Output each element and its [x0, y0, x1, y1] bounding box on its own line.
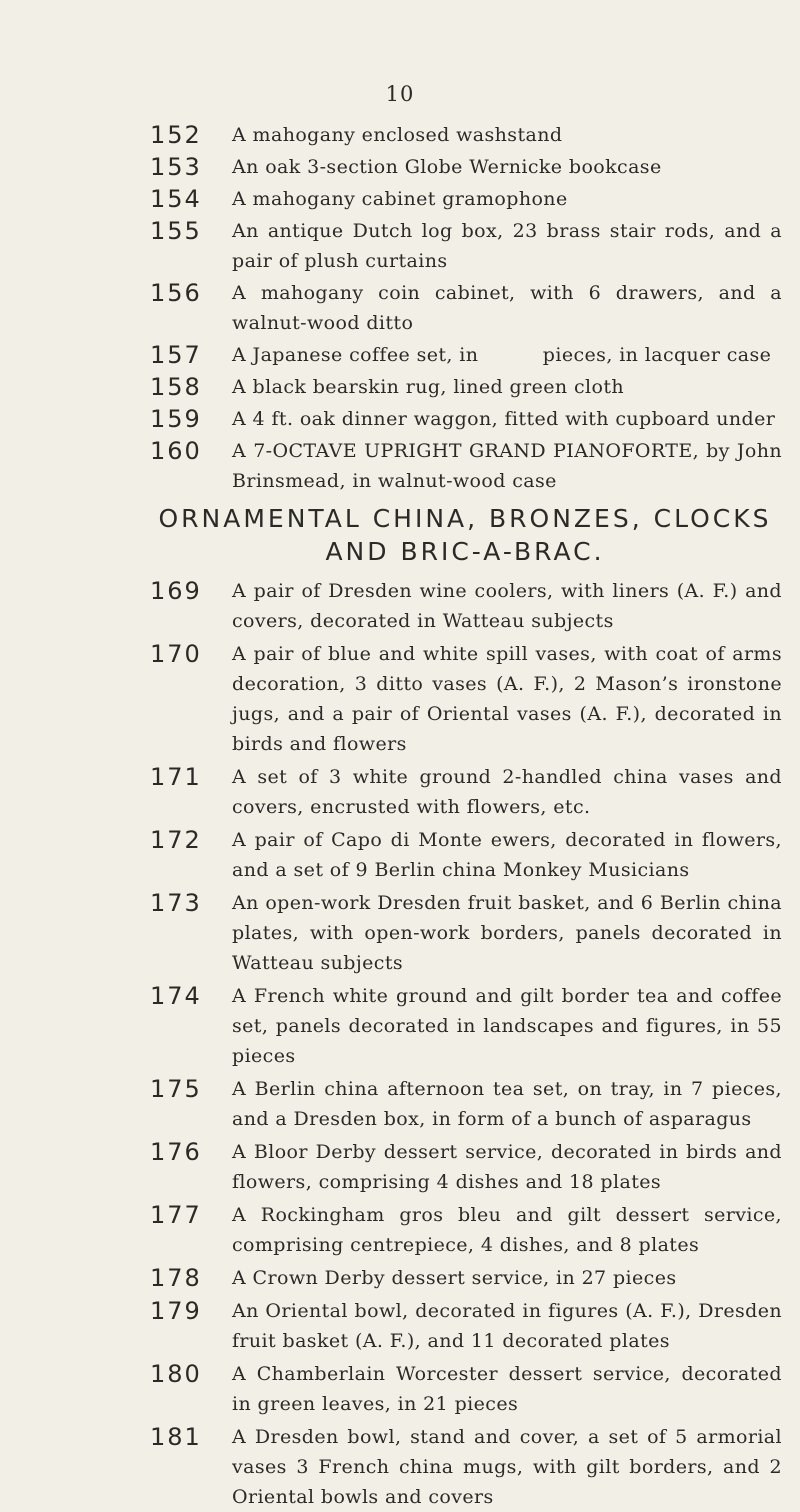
lot-description: A pair of blue and white spill vases, with coat of arms decoration, 3 ditto vases (A. F.), 2 Mason’s ironstone jugs, and a pair of Oriental vases (A. F.), decorated in birds and flowers [232, 643, 782, 755]
lot-number: 158 [150, 373, 202, 401]
lot-number: 179 [150, 1297, 202, 1325]
lot-description: A Japanese coffee set, in pieces, in lacquer case [232, 344, 772, 366]
lot-description: A French white ground and gilt border tea and coffee set, panels decorated in landscapes and figures, in 55 pieces [232, 985, 782, 1067]
lot-description: An oak 3-section Globe Wernicke bookcase [232, 156, 662, 178]
lot-description: A Dresden bowl, stand and cover, a set of 5 armorial vases 3 French china mugs, with gilt borders, and 2 Oriental bowls and covers [232, 1426, 782, 1508]
lot-number: 181 [150, 1423, 202, 1451]
lot-number: 156 [150, 279, 202, 307]
lot-number: 176 [150, 1138, 202, 1166]
lot-number: 171 [150, 763, 202, 791]
lot-number: 153 [150, 153, 202, 181]
lot-description: A pair of Dresden wine coolers, with liners (A. F.) and covers, decorated in Watteau subjects [232, 580, 782, 632]
lot-number: 170 [150, 640, 202, 668]
lot-description: A 4 ft. oak dinner waggon, fitted with cupboard under [232, 408, 776, 430]
lot-number: 152 [150, 121, 202, 149]
lot-number: 174 [150, 982, 202, 1010]
lot-description: A set of 3 white ground 2-handled china vases and covers, encrusted with flowers, etc. [232, 766, 782, 818]
lot-number: 175 [150, 1075, 202, 1103]
section-heading: ORNAMENTAL CHINA, BRONZES, CLOCKS AND BRIC-A-BRAC. [158, 504, 772, 566]
page-number: 10 [385, 82, 415, 106]
lot-number: 178 [150, 1264, 202, 1292]
lot-description: A Crown Derby dessert service, in 27 pieces [232, 1267, 677, 1289]
lot-number: 157 [150, 341, 202, 369]
lot-number: 169 [150, 577, 202, 605]
lot-number: 180 [150, 1360, 202, 1388]
lot-number: 155 [150, 217, 202, 245]
lot-description: A Berlin china afternoon tea set, on tray, in 7 pieces, and a Dresden box, in form of a bunch of asparagus [232, 1078, 782, 1130]
lot-description: A 7-OCTAVE UPRIGHT GRAND PIANOFORTE, by John Brinsmead, in walnut-wood case [232, 440, 782, 492]
lot-description: A mahogany enclosed washstand [232, 124, 563, 146]
lot-description: An open-work Dresden fruit basket, and 6 Berlin china plates, with open-work borders, panels decorated in Watteau subjects [232, 892, 782, 974]
lot-number: 177 [150, 1201, 202, 1229]
lot-description: A mahogany cabinet gramophone [232, 188, 568, 210]
lot-number: 159 [150, 405, 202, 433]
lot-description: A Bloor Derby dessert service, decorated in birds and flowers, comprising 4 dishes and 18 plates [232, 1141, 782, 1193]
lot-description: An antique Dutch log box, 23 brass stair rods, and a pair of plush curtains [232, 220, 782, 272]
lot-number: 160 [150, 437, 202, 465]
lot-number: 173 [150, 889, 202, 917]
lot-description: A Rockingham gros bleu and gilt dessert service, comprising centrepiece, 4 dishes, and 8 plates [232, 1204, 782, 1256]
lot-description: A pair of Capo di Monte ewers, decorated in flowers, and a set of 9 Berlin china Monkey Musicians [232, 829, 782, 881]
lot-number: 154 [150, 185, 202, 213]
lot-description: A Chamberlain Worcester dessert service, decorated in green leaves, in 21 pieces [232, 1363, 782, 1415]
lot-number: 172 [150, 826, 202, 854]
lot-description: An Oriental bowl, decorated in figures (A. F.), Dresden fruit basket (A. F.), and 11 decorated plates [232, 1300, 782, 1352]
lot-description: A black bearskin rug, lined green cloth [232, 376, 624, 398]
lot-description: A mahogany coin cabinet, with 6 drawers, and a walnut-wood ditto [232, 282, 782, 334]
